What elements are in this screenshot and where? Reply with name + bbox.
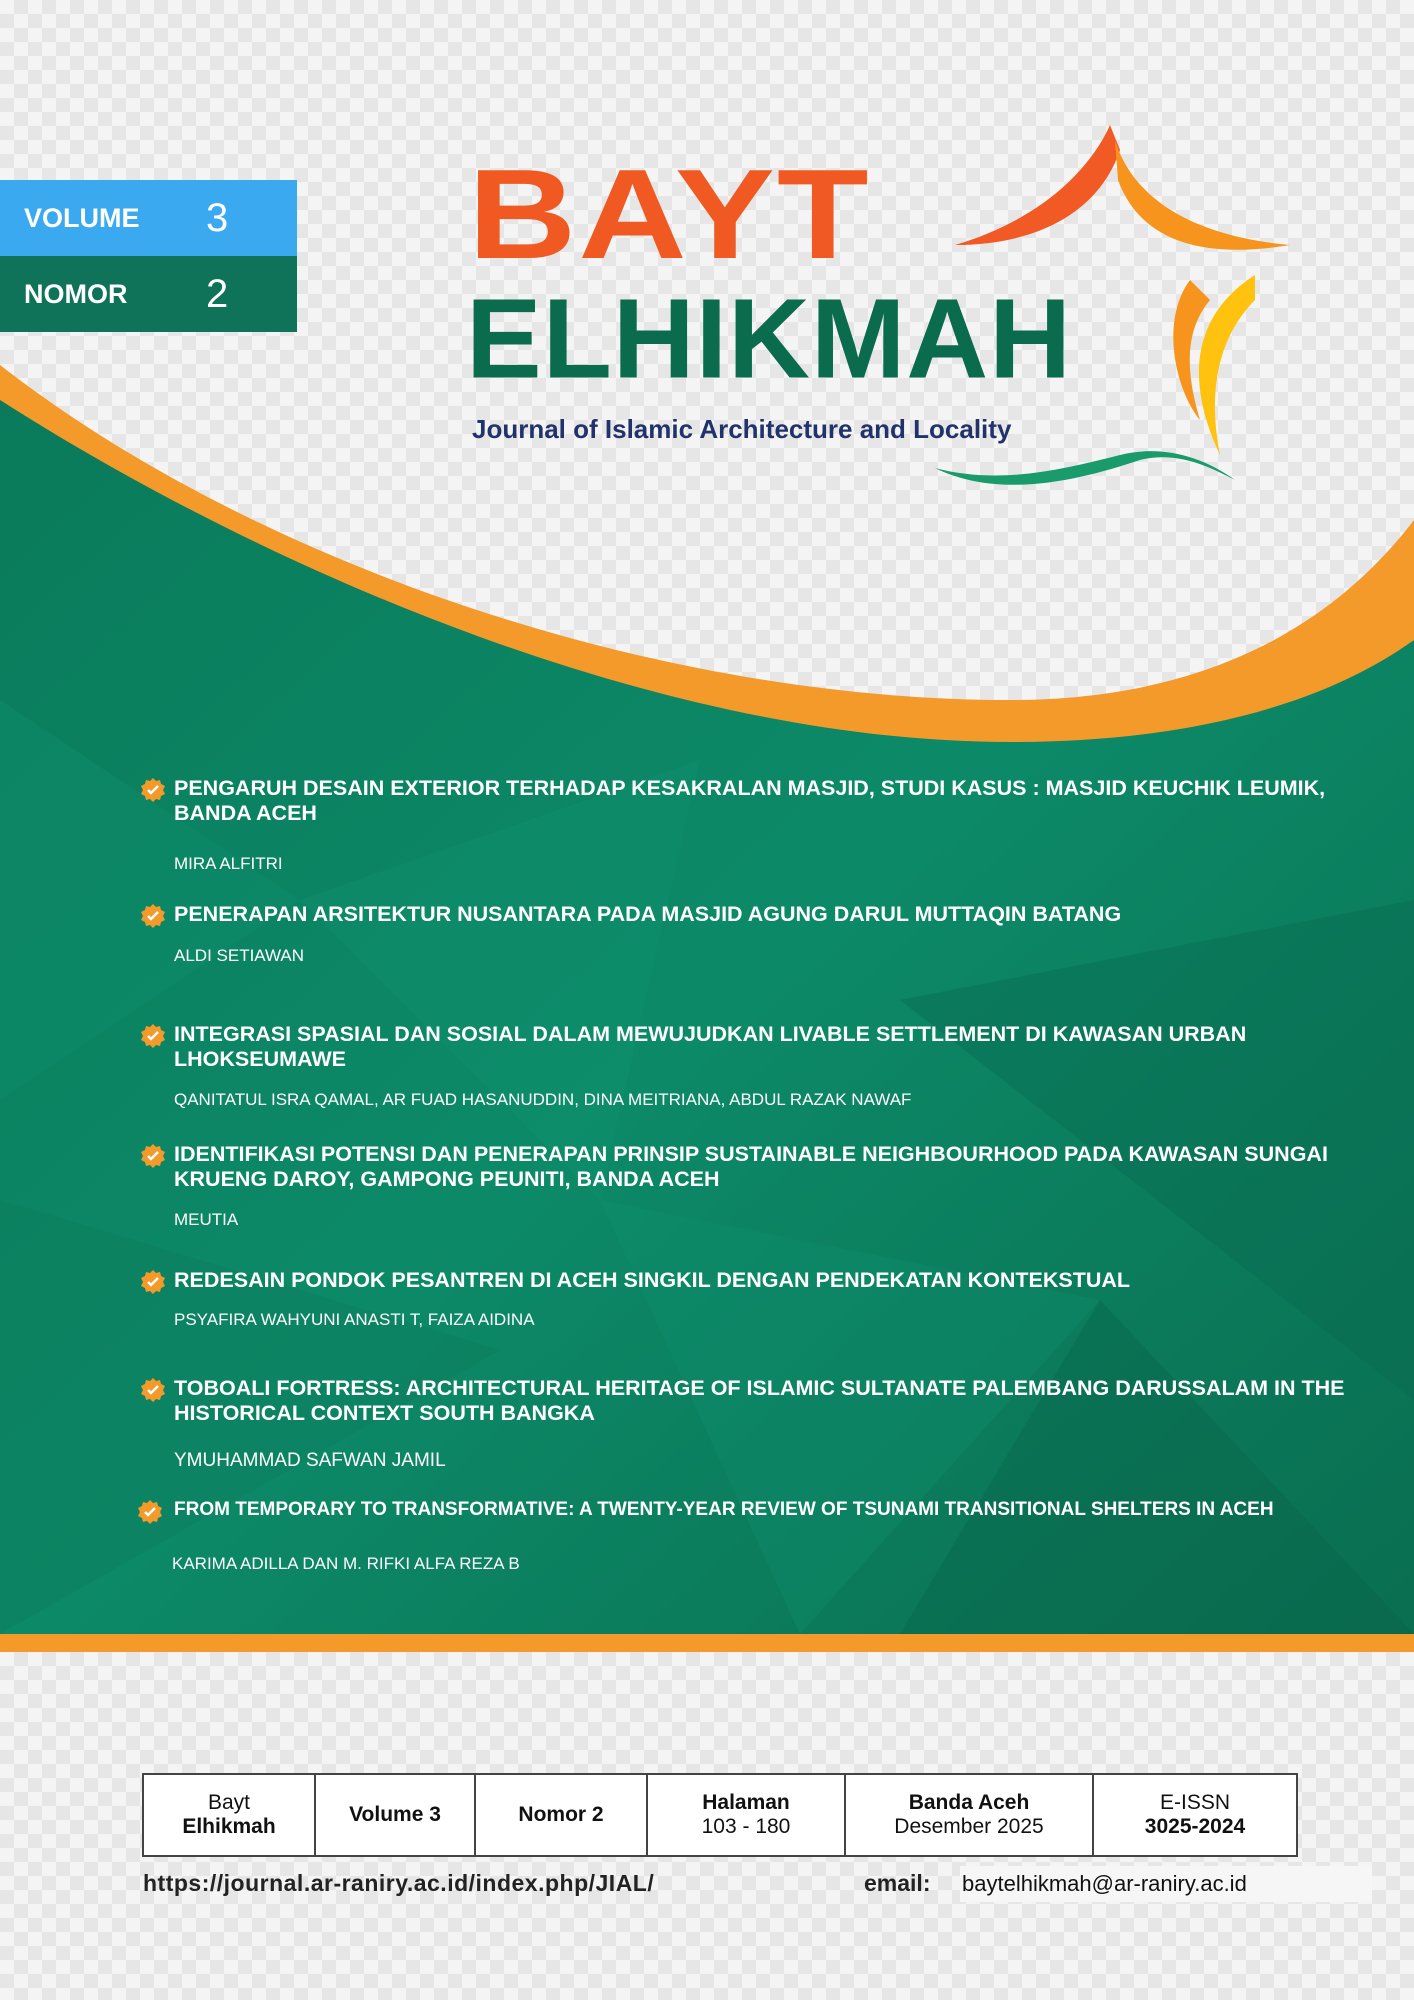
info-date-cell: Banda Aceh Desember 2025 [845,1774,1093,1856]
volume-label: VOLUME [24,202,140,233]
article-authors: ALDI SETIAWAN [174,946,305,965]
journal-info-table [142,1773,1298,1857]
article-item[interactable] [138,1498,1388,1573]
email-label: email: [864,1870,931,1896]
info-journal-cell: Bayt Elhikmah [143,1774,315,1856]
issue-box [0,256,297,332]
logo-line2: ELHIKMAH [466,275,1072,402]
article-authors: KARIMA ADILLA DAN M. RIFKI ALFA REZA B [172,1554,520,1573]
bottom-stripe [0,1634,1414,1652]
article-title: INTEGRASI SPASIAL DAN SOSIAL DALAM MEWUJUDKAN LIVABLE SETTLEMENT DI KAWASAN URBAN LHOKSEUMAWE [174,1022,1247,1071]
info-volume-cell: Volume 3 [315,1774,475,1856]
info-issn-cell: E-ISSN 3025-2024 [1093,1774,1297,1856]
verified-badge-icon [141,1144,165,1168]
journal-subtitle: Journal of Islamic Architecture and Locality [472,414,1012,444]
article-authors: MIRA ALFITRI [174,854,283,873]
article-title: TOBOALI FORTRESS: ARCHITECTURAL HERITAGE OF ISLAMIC SULTANATE PALEMBANG DARUSSALAM IN THE HISTORICAL CONTEXT SOUTH BANGKA [174,1376,1345,1425]
issue-label: NOMOR [24,278,128,309]
issue-number: 2 [206,271,229,316]
logo-line1: BAYT [468,142,871,286]
article-item[interactable] [138,776,1388,873]
article-authors: MEUTIA [174,1210,239,1229]
article-title: IDENTIFIKASI POTENSI DAN PENERAPAN PRINSIP SUSTAINABLE NEIGHBOURHOOD PADA KAWASAN SUNGAI KRUENG DAROY, GAMPONG PEUNITI, BANDA ACEH [174,1142,1328,1191]
article-authors: PSYAFIRA WAHYUNI ANASTI T, FAIZA AIDINA [174,1310,535,1329]
volume-box [0,180,297,256]
article-title: PENERAPAN ARSITEKTUR NUSANTARA PADA MASJID AGUNG DARUL MUTTAQIN BATANG [174,902,1122,926]
article-title: FROM TEMPORARY TO TRANSFORMATIVE: A TWENTY-YEAR REVIEW OF TSUNAMI TRANSITIONAL SHELTERS IN ACEH [174,1499,1274,1520]
email-link[interactable]: baytelhikmah@ar-raniry.ac.id [960,1866,1372,1902]
verified-badge-icon [141,778,165,802]
verified-badge-icon [141,1378,165,1402]
article-item[interactable] [138,902,1388,965]
article-item[interactable] [138,1022,1388,1109]
info-pages-cell: Halaman 103 - 180 [647,1774,845,1856]
verified-badge-icon [141,1270,165,1294]
article-item[interactable] [138,1268,1388,1329]
journal-url-link[interactable]: https://journal.ar-raniry.ac.id/index.php/JIAL/ [143,1870,655,1896]
article-title: PENGARUH DESAIN EXTERIOR TERHADAP KESAKRALAN MASJID, STUDI KASUS : MASJID KEUCHIK LEUMIK, BANDA ACEH [174,776,1326,825]
article-authors: YMUHAMMAD SAFWAN JAMIL [174,1450,446,1471]
info-issue-cell: Nomor 2 [475,1774,647,1856]
verified-badge-icon [138,1500,162,1524]
verified-badge-icon [141,1024,165,1048]
volume-number: 3 [206,195,229,240]
article-authors: QANITATUL ISRA QAMAL, AR FUAD HASANUDDIN, DINA MEITRIANA, ABDUL RAZAK NAWAF [174,1090,912,1109]
article-item[interactable] [138,1376,1388,1471]
article-title: REDESAIN PONDOK PESANTREN DI ACEH SINGKIL DENGAN PENDEKATAN KONTEKSTUAL [174,1268,1131,1292]
article-item[interactable] [138,1142,1388,1229]
verified-badge-icon [141,904,165,928]
